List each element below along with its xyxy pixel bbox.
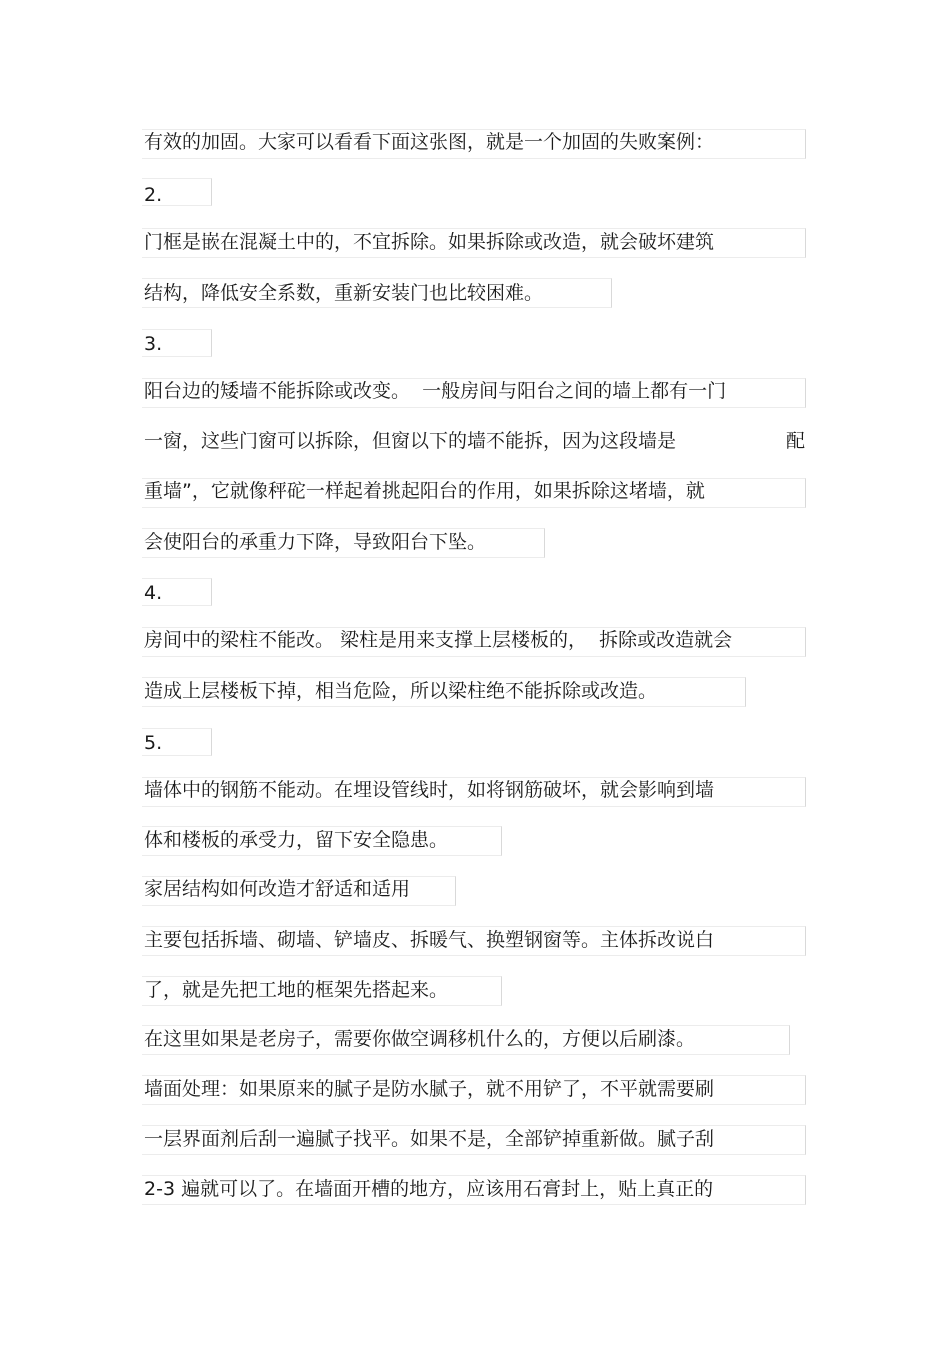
paragraph-line-end — [786, 426, 805, 456]
section-number — [144, 578, 162, 608]
line-text: 配 — [786, 430, 806, 452]
paragraph-line — [144, 775, 714, 805]
line-text: 会使阳台的承重力下降，导致阳台下坠。 — [144, 531, 487, 553]
section-heading — [144, 874, 410, 904]
line-text: 2-3 遍就可以了。在墙面开槽的地方，应该用石膏封上，贴上真正的 — [144, 1178, 714, 1200]
line-text: 4. — [144, 582, 163, 604]
paragraph-line — [144, 925, 714, 955]
line-text: 了，就是先把工地的框架先搭起来。 — [144, 979, 449, 1001]
paragraph-line — [144, 625, 732, 655]
line-text: 重墙”，它就像秤砣一样起着挑起阳台的作用，如果拆除这堵墙，就 — [144, 480, 705, 502]
line-text: 家居结构如何改造才舒适和适用 — [144, 878, 411, 900]
line-text: 有效的加固。大家可以看看下面这张图，就是一个加固的失败案例： — [144, 131, 715, 153]
line-text: 造成上层楼板下掉，相当危险，所以梁柱绝不能拆除或改造。 — [144, 680, 658, 702]
paragraph-line — [144, 376, 726, 406]
line-text: 一层界面剂后刮一遍腻子找平。如果不是，全部铲掉重新做。腻子刮 — [144, 1128, 715, 1150]
paragraph-line — [144, 476, 705, 506]
paragraph-line — [144, 527, 486, 557]
line-text: 一窗，这些门窗可以拆除，但窗以下的墙不能拆，因为这段墙是 — [144, 430, 677, 452]
section-number — [144, 180, 162, 210]
paragraph-line — [144, 426, 676, 456]
paragraph-line — [144, 825, 448, 855]
line-text: 2. — [144, 184, 163, 206]
paragraph-line — [144, 1024, 695, 1054]
line-text: 墙体中的钢筋不能动。在埋设管线时，如将钢筋破坏，就会影响到墙 — [144, 779, 715, 801]
paragraph-line — [144, 1174, 713, 1204]
paragraph-line — [144, 1074, 714, 1104]
line-text: 5. — [144, 732, 163, 754]
paragraph-line — [144, 227, 714, 257]
line-text: 在这里如果是老房子，需要你做空调移机什么的，方便以后刷漆。 — [144, 1028, 696, 1050]
line-text: 主要包括拆墙、砌墙、铲墙皮、拆暖气、换塑钢窗等。主体拆改说白 — [144, 929, 715, 951]
line-text: 结构，降低安全系数，重新安装门也比较困难。 — [144, 282, 544, 304]
paragraph-line — [144, 676, 657, 706]
line-text: 墙面处理：如果原来的腻子是防水腻子，就不用铲了，不平就需要刷 — [144, 1078, 715, 1100]
line-text: 阳台边的矮墙不能拆除或改变。 一般房间与阳台之间的墙上都有一门 — [144, 380, 727, 402]
line-text: 体和楼板的承受力，留下安全隐患。 — [144, 829, 449, 851]
line-text: 3. — [144, 333, 163, 355]
section-number — [144, 728, 162, 758]
paragraph-line — [144, 1124, 714, 1154]
line-text: 房间中的梁柱不能改。 梁柱是用来支撑上层楼板的， 拆除或改造就会 — [144, 629, 733, 651]
paragraph-line — [144, 975, 448, 1005]
line-text: 门框是嵌在混凝土中的，不宜拆除。如果拆除或改造，就会破坏建筑 — [144, 231, 715, 253]
paragraph-line — [144, 278, 543, 308]
paragraph-line — [144, 127, 714, 157]
section-number — [144, 329, 162, 359]
